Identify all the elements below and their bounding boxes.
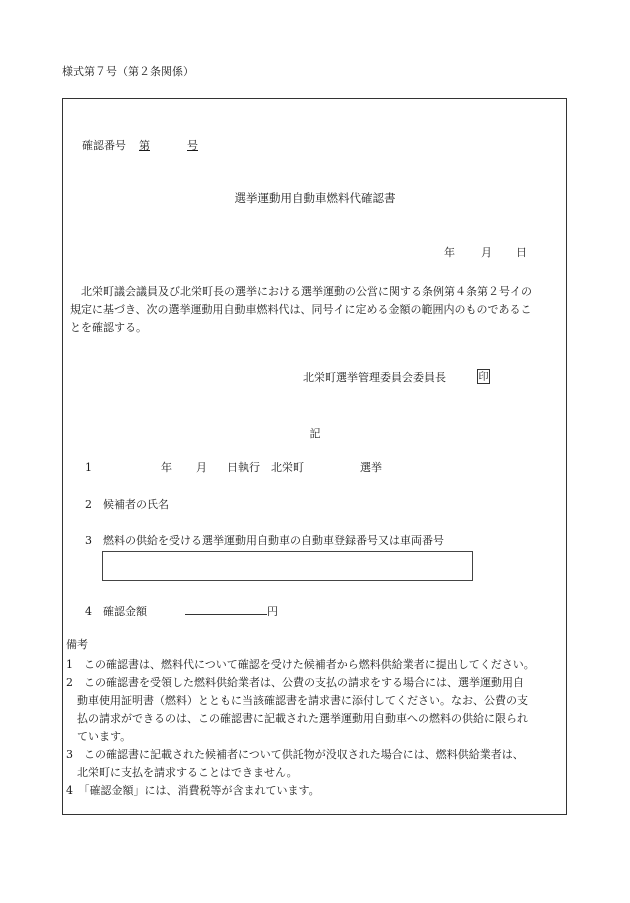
item-confirmed-amount: [85, 604, 278, 617]
confirmation-number-label: 確認番号: [82, 139, 126, 152]
item4-label: 確認金額: [103, 605, 147, 618]
date-year: 年: [444, 246, 455, 259]
note-line: 北栄町に支払を請求することはできません。: [66, 766, 298, 779]
body-line: とを確認する。: [70, 321, 147, 334]
note-4: [66, 782, 562, 800]
item1-election: 選挙: [360, 461, 382, 474]
body-line: 規定に基づき、次の選挙運動用自動車燃料代は、同号イに定める金額の範囲内のものであるこ: [70, 303, 532, 316]
item1-year: 年: [161, 461, 172, 474]
date-line: [444, 247, 527, 258]
date-month: 月: [481, 246, 492, 259]
item-number: 2: [85, 498, 92, 511]
ki-heading: 記: [309, 427, 321, 440]
amount-unit: 円: [267, 605, 278, 618]
item3-label: 燃料の供給を受ける選挙運動用自動車の自動車登録番号又は車両番号: [103, 534, 444, 547]
note-line: 2 この確認書を受領した燃料供給業者は、公費の支払の請求をする場合には、選挙運動用自: [66, 676, 524, 689]
item1-exec: 日執行 北栄町: [227, 461, 304, 474]
note-1: [66, 656, 562, 674]
date-day: 日: [516, 246, 527, 259]
confirmation-number-field[interactable]: [139, 140, 198, 151]
note-line: 3 この確認書に記載された候補者について供託物が没収された場合には、燃料供給業者は、: [66, 748, 524, 761]
note-3: [66, 746, 562, 782]
item-number: 4: [85, 605, 92, 618]
note-2: [66, 674, 562, 746]
note-line: 4 「確認金額」には、消費税等が含まれています。: [66, 784, 320, 797]
form-number: 様式第７号（第２条関係）: [62, 65, 194, 78]
note-line: 動車使用証明書（燃料）とともに当該確認書を請求書に添付してください。なお、公費の支: [66, 694, 528, 707]
item-number: 3: [85, 534, 92, 547]
item1-month: 月: [196, 461, 207, 474]
confirmation-number-suffix: 号: [187, 139, 198, 152]
issuer-name: 北栄町選挙管理委員会委員長: [303, 371, 446, 384]
item-election-date: [85, 462, 382, 473]
note-line: 1 この確認書は、燃料代について確認を受けた候補者から燃料供給業者に提出してください。: [66, 658, 535, 671]
item2-label: 候補者の氏名: [103, 498, 169, 511]
document-title: 選挙運動用自動車燃料代確認書: [234, 191, 396, 205]
amount-field[interactable]: [185, 604, 267, 615]
body-line: 北栄町議会議員及び北栄町長の選挙における選挙運動の公営に関する条例第４条第２号イの: [70, 285, 532, 298]
item-number: 1: [85, 461, 92, 474]
item-vehicle-number: [85, 535, 444, 546]
notes-heading: 備考: [66, 638, 88, 651]
note-line: ています。: [66, 730, 132, 743]
vehicle-number-field[interactable]: [102, 551, 473, 581]
confirmation-number-prefix: 第: [139, 139, 150, 152]
note-line: 払の請求ができるのは、この確認書に記載された選挙運動用自動車への燃料の供給に限られ: [66, 712, 528, 725]
seal-mark: 印: [477, 369, 490, 384]
item-candidate-name: [85, 499, 169, 510]
body-paragraph: [70, 283, 562, 337]
